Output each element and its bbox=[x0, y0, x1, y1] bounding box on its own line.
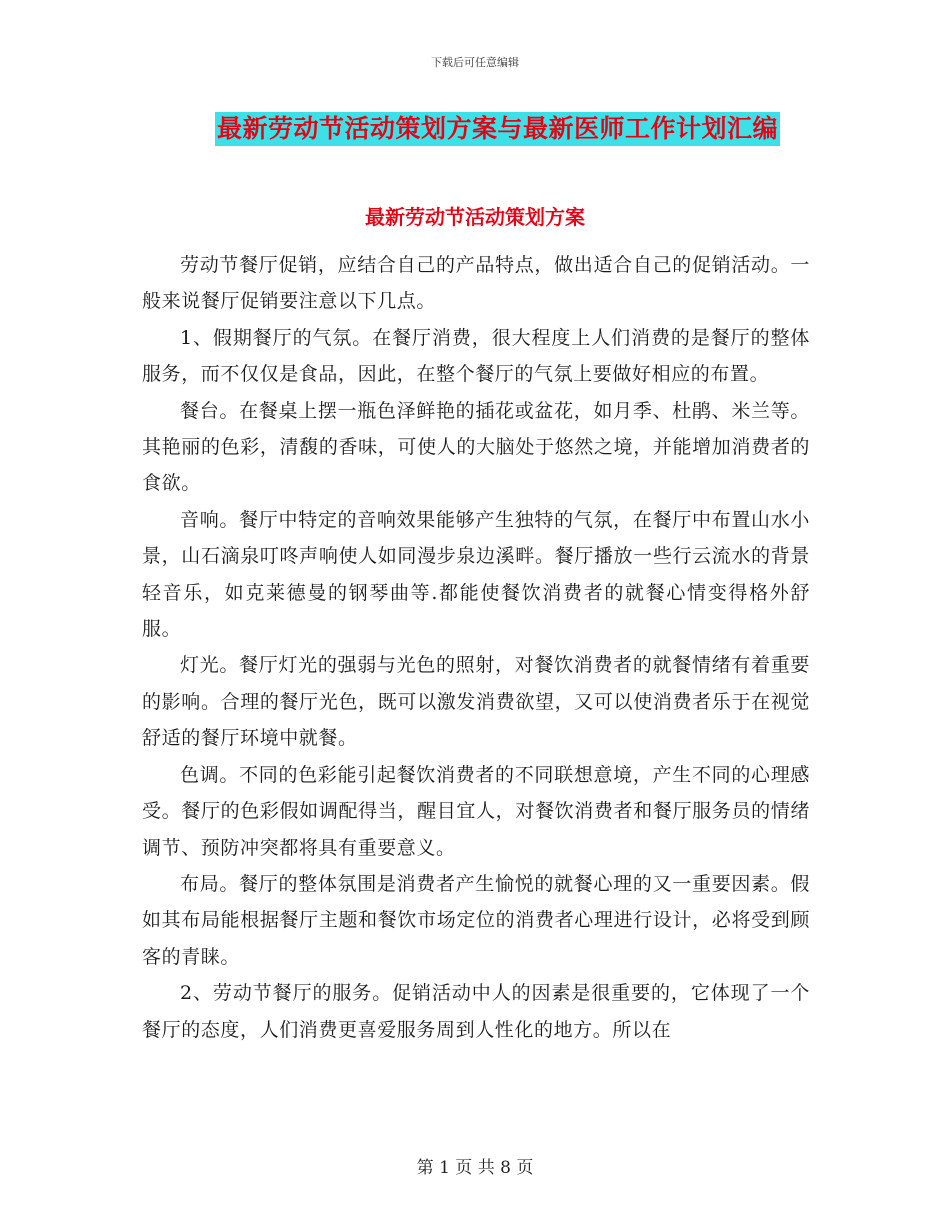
paragraph-sound: 音响。餐厅中特定的音响效果能够产生独特的气氛，在餐厅中布置山水小景，山石滴泉叮咚声响使人如同漫步泉边溪畔。餐厅播放一些行云流水的背景轻音乐，如克莱德曼的钢琴曲等.都能使餐饮消费者的就餐心情变得格外舒服。 bbox=[142, 508, 810, 641]
paragraph-color: 色调。不同的色彩能引起餐饮消费者的不同联想意境，产生不同的心理感受。餐厅的色彩假如调配得当，醒目宜人，对餐饮消费者和餐厅服务员的情绪调节、预防冲突都将具有重要意义。 bbox=[142, 763, 810, 859]
document-title: 最新劳动节活动策划方案与最新医师工作计划汇编 bbox=[215, 112, 780, 146]
document-body bbox=[142, 247, 810, 1048]
paragraph-lighting: 灯光。餐厅灯光的强弱与光色的照射，对餐饮消费者的就餐情绪有着重要的影响。合理的餐厅光色，既可以激发消费欲望，又可以使消费者乐于在视觉舒适的餐厅环境中就餐。 bbox=[142, 654, 810, 750]
paragraph-atmosphere: 1、假期餐厅的气氛。在餐厅消费，很大程度上人们消费的是餐厅的整体服务，而不仅仅是食品，因此，在整个餐厅的气氛上要做好相应的布置。 bbox=[142, 326, 810, 386]
section-title: 最新劳动节活动策划方案 bbox=[365, 205, 585, 229]
paragraph-service: 2、劳动节餐厅的服务。促销活动中人的因素是很重要的，它体现了一个餐厅的态度，人们消费更喜爱服务周到人性化的地方。所以在 bbox=[142, 982, 810, 1041]
page-number-footer: 第 1 页 共 8 页 bbox=[416, 1158, 534, 1178]
page-header-note: 下载后可任意编辑 bbox=[431, 56, 519, 69]
paragraph-intro: 劳动节餐厅促销，应结合自己的产品特点，做出适合自己的促销活动。一般来说餐厅促销要注意以下几点。 bbox=[142, 254, 810, 313]
document-title-container bbox=[0, 112, 950, 146]
paragraph-table: 餐台。在餐桌上摆一瓶色泽鲜艳的插花或盆花，如月季、杜鹃、米兰等。其艳丽的色彩，清馥的香味，可使人的大脑处于悠然之境，并能增加消费者的食欲。 bbox=[142, 399, 810, 495]
paragraph-layout: 布局。餐厅的整体氛围是消费者产生愉悦的就餐心理的又一重要因素。假如其布局能根据餐厅主题和餐饮市场定位的消费者心理进行设计，必将受到顾客的青睐。 bbox=[142, 872, 810, 968]
